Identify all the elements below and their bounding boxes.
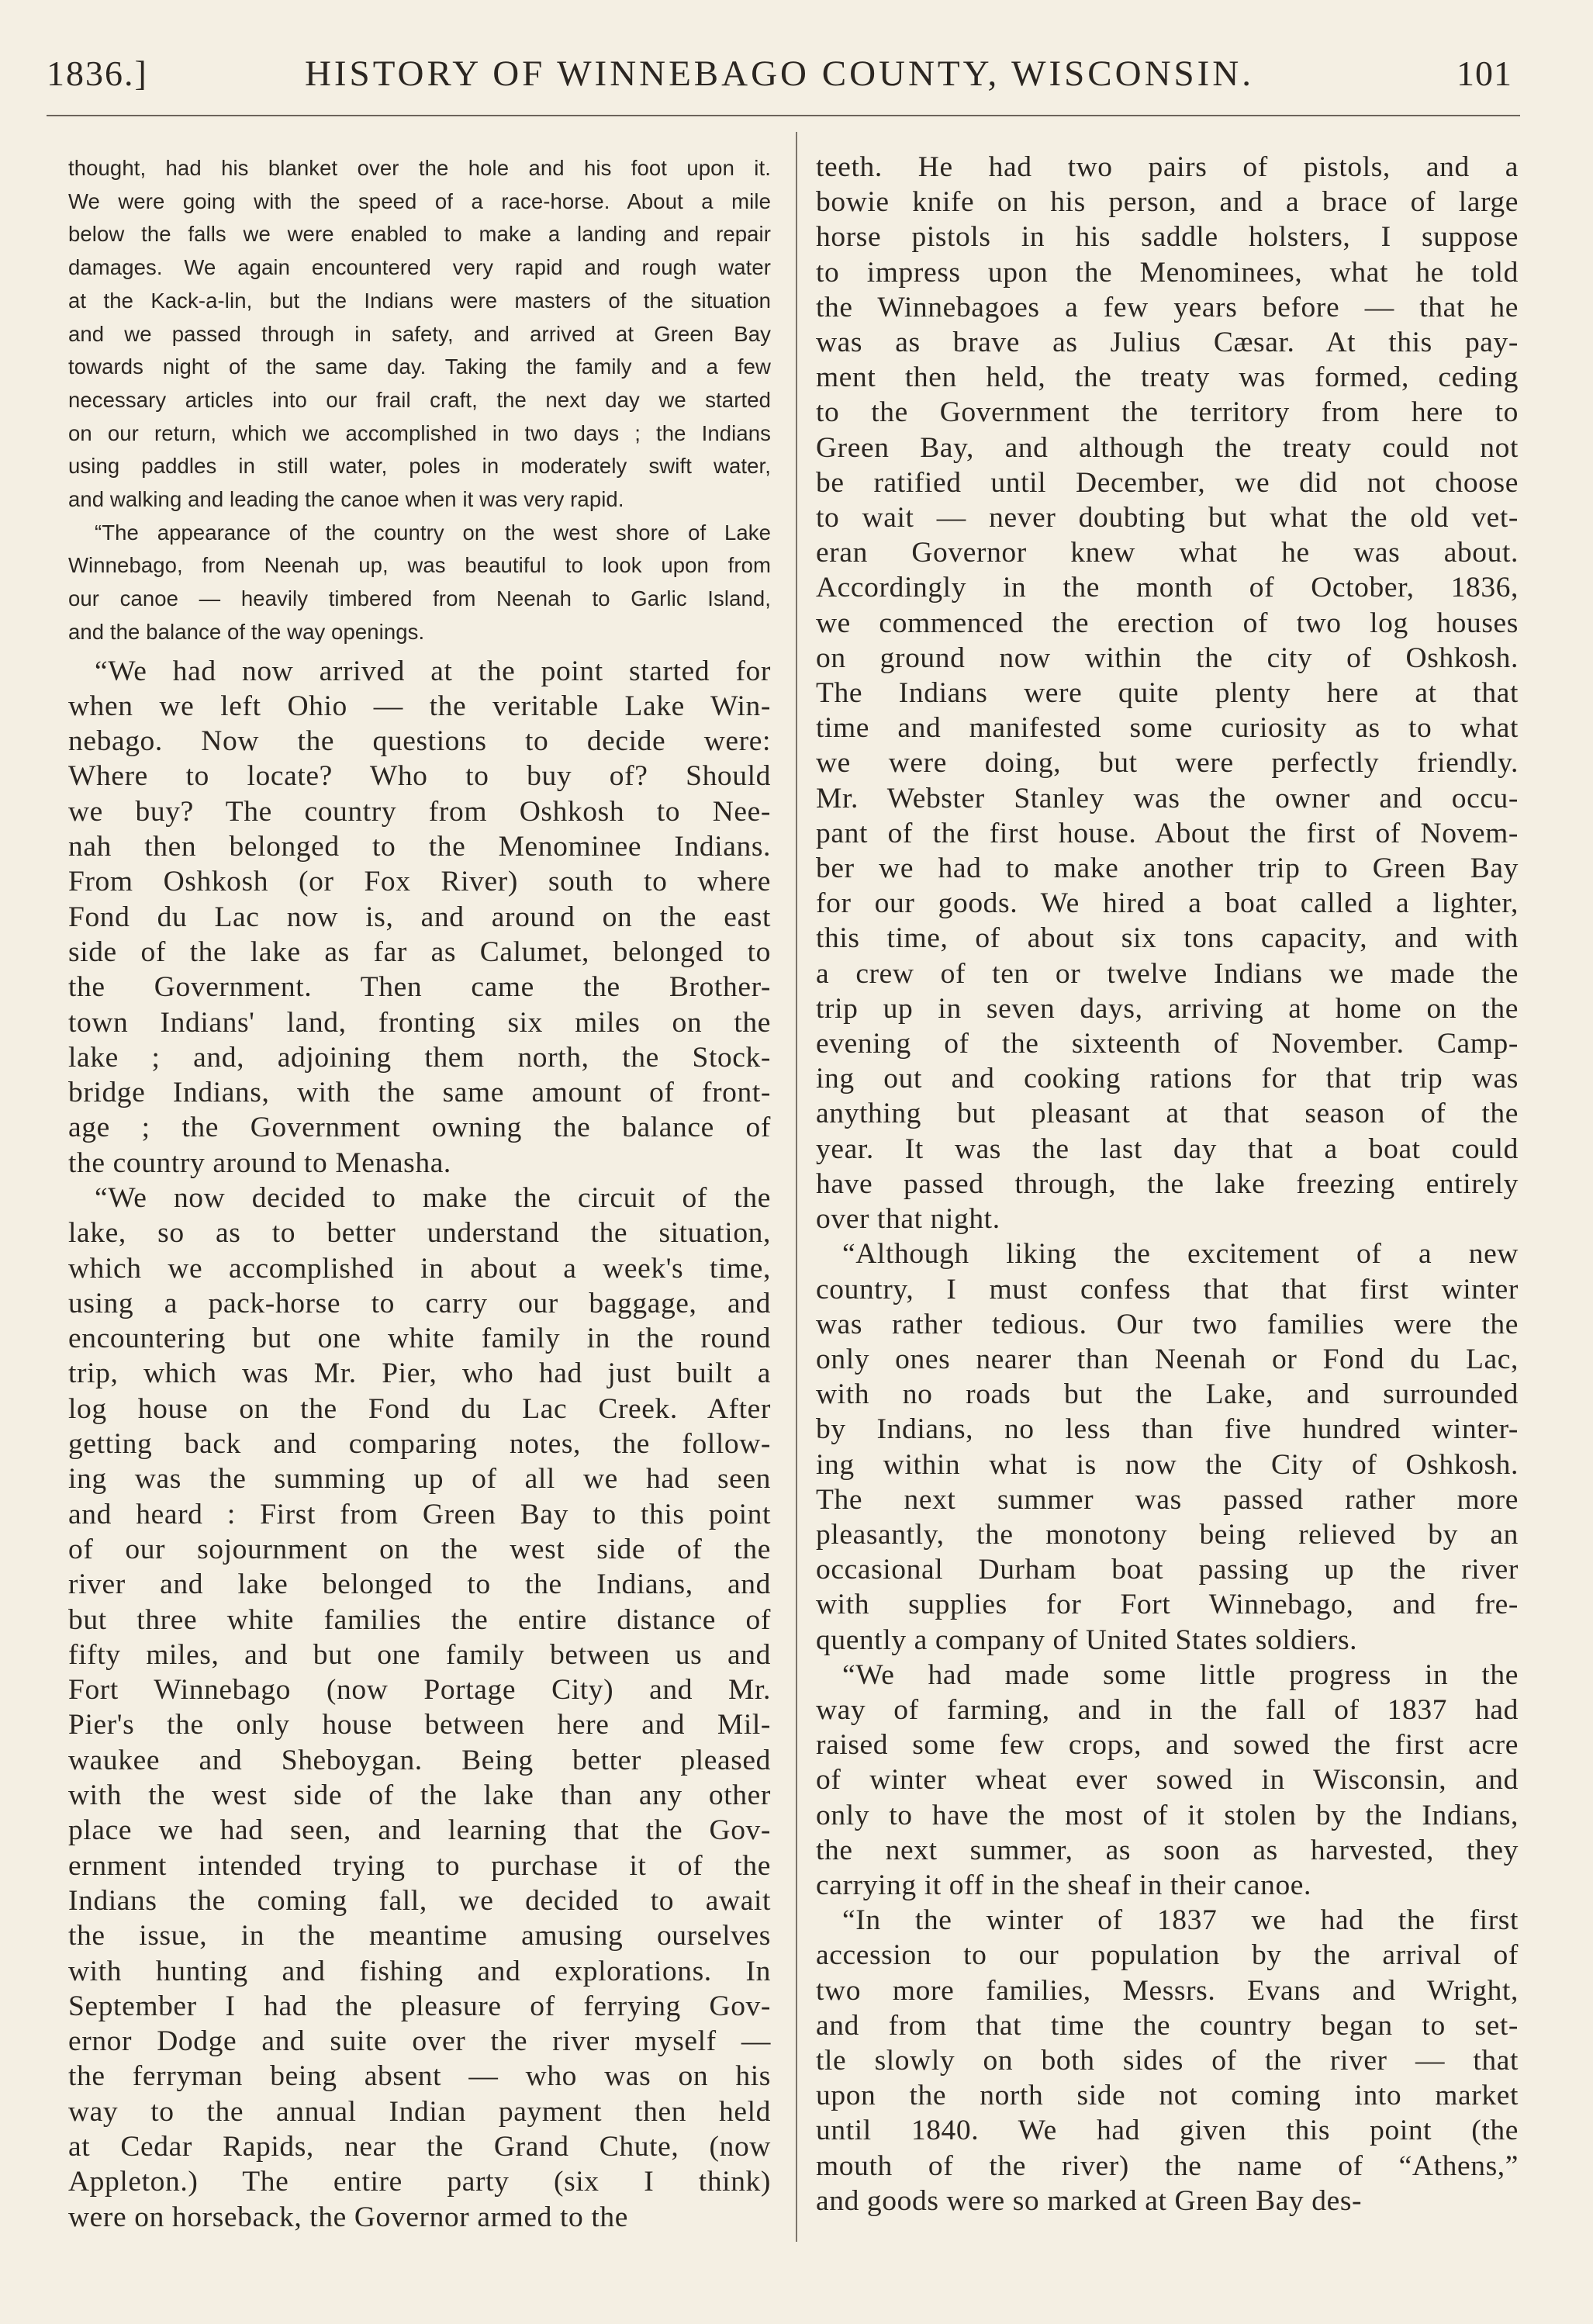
text-line: age ; the Government owning the balance of: [68, 1112, 771, 1144]
text-line: of our sojournment on the west side of the: [68, 1533, 771, 1565]
text-line: was as brave as Julius Cæsar. At this pay-: [816, 327, 1519, 359]
text-line: pant of the first house. About the first of Novem-: [816, 817, 1519, 849]
paragraph: [68, 654, 771, 1181]
text-line: two more families, Messrs. Evans and Wright,: [816, 1974, 1519, 2007]
text-line: to the Government the territory from here to: [816, 396, 1519, 429]
text-line: ernor Dodge and suite over the river myself —: [68, 2025, 771, 2058]
text-line: and from that time the country began to set-: [816, 2009, 1519, 2042]
text-line: using a pack-horse to carry our baggage, and: [68, 1287, 771, 1319]
quote-small-block-2: [68, 517, 771, 649]
text-line: our canoe — heavily timbered from Neenah to Garlic Island,: [68, 586, 771, 611]
text-line: occasional Durham boat passing up the river: [816, 1554, 1519, 1586]
text-line: ing out and cooking rations for that trip was: [816, 1063, 1519, 1095]
text-line: year. It was the last day that a boat could: [816, 1133, 1519, 1165]
text-line: be ratified until December, we did not choose: [816, 466, 1519, 499]
text-line: “Although liking the excitement of a new: [842, 1238, 1519, 1271]
text-line: “We now decided to make the circuit of the: [95, 1182, 771, 1214]
text-line: river and lake belonged to the Indians, and: [68, 1568, 771, 1601]
page-number: 101: [1457, 54, 1512, 93]
text-line: “We had now arrived at the point started for: [95, 655, 771, 687]
text-line: this time, of about six tons capacity, and with: [816, 922, 1519, 955]
header-year: 1836.]: [47, 54, 148, 93]
text-line: Pier's the only house between here and Mil-: [68, 1709, 771, 1741]
text-line: until 1840. We had given this point (the: [816, 2115, 1519, 2147]
text-line: place we had seen, and learning that the Gov-: [68, 1814, 771, 1847]
text-line: From Oshkosh (or Fox River) south to where: [68, 866, 771, 898]
text-line: which we accomplished in about a week's time,: [68, 1252, 771, 1285]
text-line: necessary articles into our frail craft, the next day we started: [68, 387, 771, 412]
text-line: waukee and Sheboygan. Being better pleased: [68, 1744, 771, 1776]
text-line: eran Governor knew what he was about.: [816, 537, 1519, 569]
text-line: for our goods. We hired a boat called a lighter,: [816, 887, 1519, 920]
text-line: way to the annual Indian payment then held: [68, 2095, 771, 2128]
text-line: quently a company of United States soldiers.: [816, 1624, 1358, 1656]
text-line: The next summer was passed rather more: [816, 1483, 1519, 1516]
text-line: ernment intended trying to purchase it of the: [68, 1849, 771, 1882]
text-line: have passed through, the lake freezing entirely: [816, 1167, 1519, 1200]
text-line: fifty miles, and but one family between us and: [68, 1638, 771, 1671]
text-line: Indians the coming fall, we decided to await: [68, 1884, 771, 1917]
text-line: over that night.: [816, 1203, 1000, 1236]
text-line: Winnebago, from Neenah up, was beautiful to look upon from: [68, 553, 771, 578]
text-line: lake ; and, adjoining them north, the Stock-: [68, 1041, 771, 1074]
header-rule: [47, 115, 1520, 116]
text-line: ing within what is now the City of Oshkosh.: [816, 1448, 1519, 1481]
text-line: anything but pleasant at that season of the: [816, 1098, 1519, 1130]
text-line: and we passed through in safety, and arrived at Green Bay: [68, 321, 771, 346]
text-line: thought, had his blanket over the hole and his foot upon it.: [68, 156, 771, 180]
text-line: on ground now within the city of Oshkosh.: [816, 642, 1519, 674]
text-line: Green Bay, and although the treaty could not: [816, 431, 1519, 464]
text-line: towards night of the same day. Taking the family and a few: [68, 354, 771, 379]
paragraph: [816, 1658, 1519, 1903]
column-divider: [796, 132, 797, 2242]
text-line: accession to our population by the arrival of: [816, 1939, 1519, 1972]
text-line: the Government. Then came the Brother-: [68, 971, 771, 1004]
text-line: and heard : First from Green Bay to this point: [68, 1498, 771, 1530]
text-line: a crew of ten or twelve Indians we made the: [816, 957, 1519, 990]
text-line: bowie knife on his person, and a brace of large: [816, 186, 1519, 219]
text-line: town Indians' land, fronting six miles on the: [68, 1006, 771, 1039]
paragraph: [816, 150, 1519, 1236]
text-line: we were doing, but were perfectly friendly.: [816, 747, 1519, 780]
text-line: and the balance of the way openings.: [68, 619, 425, 644]
text-line: raised some few crops, and sowed the first acre: [816, 1729, 1519, 1762]
text-line: country, I must confess that that first winter: [816, 1273, 1519, 1306]
paragraph: [816, 1236, 1519, 1657]
left-column: [68, 152, 771, 2235]
paragraph: [816, 1903, 1519, 2219]
text-line: we buy? The country from Oshkosh to Nee-: [68, 795, 771, 828]
text-line: damages. We again encountered very rapid and rough water: [68, 255, 771, 280]
text-line: upon the north side not coming into market: [816, 2080, 1519, 2112]
text-line: The Indians were quite plenty here at that: [816, 677, 1519, 710]
text-line: ber we had to make another trip to Green Bay: [816, 852, 1519, 885]
text-line: at Cedar Rapids, near the Grand Chute, (now: [68, 2131, 771, 2163]
text-line: at the Kack-a-lin, but the Indians were masters of the situation: [68, 288, 771, 313]
text-line: Where to locate? Who to buy of? Should: [68, 760, 771, 793]
text-line: with no roads but the Lake, and surrounded: [816, 1378, 1519, 1411]
text-line: trip, which was Mr. Pier, who had just built a: [68, 1357, 771, 1390]
text-line: time and manifested some curiosity as to what: [816, 712, 1519, 745]
text-line: the country around to Menasha.: [68, 1146, 451, 1179]
text-line: Fort Winnebago (now Portage City) and Mr.: [68, 1674, 771, 1707]
text-line: when we left Ohio — the veritable Lake Win-: [68, 690, 771, 722]
text-line: and walking and leading the canoe when it was very rapid.: [68, 487, 624, 512]
text-line: carrying it off in the sheaf in their canoe.: [816, 1869, 1312, 1901]
text-line: with supplies for Fort Winnebago, and fre-: [816, 1589, 1519, 1621]
text-line: “We had made some little progress in the: [842, 1658, 1519, 1691]
text-line: the Winnebagoes a few years before — that he: [816, 291, 1519, 323]
text-line: by Indians, no less than five hundred winter-: [816, 1413, 1519, 1446]
text-line: with the west side of the lake than any other: [68, 1779, 771, 1812]
text-line: Appleton.) The entire party (six I think): [68, 2166, 771, 2198]
text-line: lake, so as to better understand the situation,: [68, 1217, 771, 1250]
text-line: ment then held, the treaty was formed, ceding: [816, 361, 1519, 394]
text-line: trip up in seven days, arriving at home on the: [816, 992, 1519, 1025]
text-line: only ones nearer than Neenah or Fond du Lac,: [816, 1343, 1519, 1375]
text-line: the next summer, as soon as harvested, they: [816, 1834, 1519, 1866]
text-line: nah then belonged to the Menominee Indians.: [68, 831, 771, 863]
text-line: only to have the most of it stolen by the Indians,: [816, 1799, 1519, 1831]
text-line: the issue, in the meantime amusing ourselves: [68, 1920, 771, 1952]
running-header: [47, 48, 1512, 102]
text-line: and goods were so marked at Green Bay des-: [816, 2184, 1363, 2217]
text-line: ing was the summing up of all we had seen: [68, 1463, 771, 1496]
text-line: to wait — never doubting but what the old vet-: [816, 502, 1519, 534]
text-line: we commenced the erection of two log houses: [816, 607, 1519, 639]
text-line: mouth of the river) the name of “Athens,”: [816, 2149, 1519, 2182]
text-line: using paddles in still water, poles in moderately swift water,: [68, 454, 771, 479]
text-line: September I had the pleasure of ferrying Gov-: [68, 1990, 771, 2022]
paragraph: [68, 1181, 771, 2235]
text-line: evening of the sixteenth of November. Camp-: [816, 1028, 1519, 1060]
text-line: encountering but one white family in the round: [68, 1323, 771, 1355]
text-line: nebago. Now the questions to decide were:: [68, 725, 771, 758]
right-column: [816, 152, 1519, 2219]
header-title: HISTORY OF WINNEBAGO COUNTY, WISCONSIN.: [304, 54, 1255, 94]
text-line: Fond du Lac now is, and around on the east: [68, 901, 771, 933]
quote-small-block: [68, 152, 771, 517]
text-line: way of farming, and in the fall of 1837 had: [816, 1693, 1519, 1726]
text-line: bridge Indians, with the same amount of front-: [68, 1077, 771, 1109]
text-line: log house on the Fond du Lac Creek. After: [68, 1392, 771, 1425]
text-line: Accordingly in the month of October, 1836,: [816, 572, 1519, 604]
text-line: We were going with the speed of a race-horse. About a mile: [68, 188, 771, 213]
text-line: of winter wheat ever sowed in Wisconsin, and: [816, 1764, 1519, 1797]
text-line: side of the lake as far as Calumet, belonged to: [68, 935, 771, 968]
text-line: horse pistols in his saddle holsters, I suppose: [816, 221, 1519, 254]
text-line: with hunting and fishing and explorations. In: [68, 1955, 771, 1987]
text-line: was rather tedious. Our two families were the: [816, 1308, 1519, 1340]
text-line: getting back and comparing notes, the follow-: [68, 1428, 771, 1461]
text-line: the ferryman being absent — who was on his: [68, 2060, 771, 2093]
text-line: tle slowly on both sides of the river — that: [816, 2044, 1519, 2077]
text-line: below the falls we were enabled to make a landing and repair: [68, 222, 771, 247]
text-line: pleasantly, the monotony being relieved by an: [816, 1518, 1519, 1551]
text-line: were on horseback, the Governor armed to the: [68, 2201, 628, 2233]
text-line: Mr. Webster Stanley was the owner and occu-: [816, 782, 1519, 814]
text-line: but three white families the entire distance of: [68, 1603, 771, 1636]
text-line: on our return, which we accomplished in two days ; the Indians: [68, 420, 771, 445]
text-line: to impress upon the Menominees, what he told: [816, 256, 1519, 289]
text-line: “In the winter of 1837 we had the first: [842, 1904, 1519, 1937]
text-line: teeth. He had two pairs of pistols, and a: [816, 151, 1519, 183]
text-line: “The appearance of the country on the west shore of Lake: [95, 520, 771, 545]
